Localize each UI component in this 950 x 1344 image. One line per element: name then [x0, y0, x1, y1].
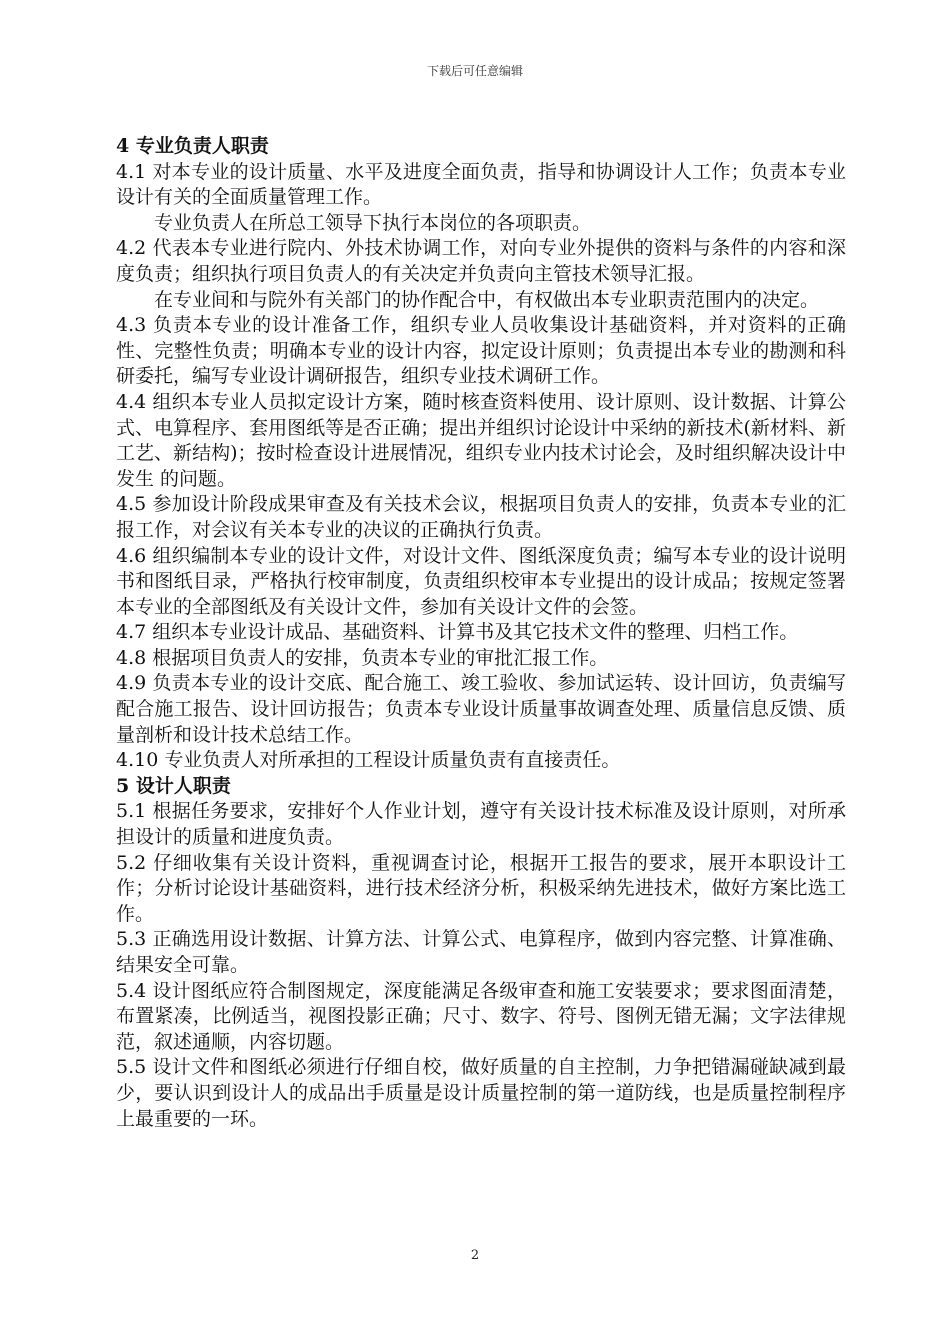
paragraph-4-5: 4.5 参加设计阶段成果审查及有关技术会议，根据项目负责人的安排，负责本专业的汇报工作，对会议有关本专业的决议的正确执行负责。	[116, 493, 846, 541]
paragraph-4-2-note: 在专业间和与院外有关部门的协作配合中，有权做出本专业职责范围内的决定。	[154, 288, 820, 311]
paragraph-5-1: 5.1 根据任务要求，安排好个人作业计划，遵守有关设计技术标准及设计原则，对所承担设计的质量和进度负责。	[116, 800, 846, 849]
section-4-heading: 4 专业负责人职责	[116, 135, 269, 157]
page-number: 2	[470, 1248, 480, 1263]
document-body	[116, 134, 846, 1132]
paragraph-4-6: 4.6 组织编制本专业的设计文件，对设计文件、图纸深度负责；编写本专业的设计说明书和图纸目录，严格执行校审制度，负责组织校审本专业提出的设计成品；按规定签署本专业的全部图纸及有关设计文件，参加有关设计文件的会签。	[116, 544, 846, 618]
paragraph-5-2: 5.2 仔细收集有关设计资料，重视调查讨论，根据开工报告的要求，展开本职设计工作；分析讨论设计基础资料，进行技术经济分析，积极采纳先进技术，做好方案比选工作。	[116, 851, 846, 925]
paragraph-4-3: 4.3 负责本专业的设计准备工作，组织专业人员收集设计基础资料，并对资料的正确性、完整性负责；明确本专业的设计内容，拟定设计原则；负责提出本专业的勘测和科研委托，编写专业设计调研报告，组织专业技术调研工作。	[116, 314, 846, 388]
paragraph-4-2: 4.2 代表本专业进行院内、外技术协调工作，对向专业外提供的资料与条件的内容和深度负责；组织执行项目负责人的有关决定并负责向主管技术领导汇报。	[116, 237, 846, 285]
paragraph-4-10: 4.10 专业负责人对所承担的工程设计质量负责有直接责任。	[116, 749, 621, 772]
section-5-heading: 5 设计人职责	[116, 774, 231, 797]
paragraph-4-4: 4.4 组织本专业人员拟定设计方案，随时核查资料使用、设计原则、设计数据、计算公式、电算程序、套用图纸等是否正确；提出并组织讨论设计中采纳的新技术(新材料、新工艺、新结构)；按时检查设计进展情况，组织专业内技术讨论会，及时组织解决设计中发生 的问题。	[116, 390, 846, 490]
paragraph-5-5: 5.5 设计文件和图纸必须进行仔细自校，做好质量的自主控制，力争把错漏碰缺减到最少，要认识到设计人的成品出手质量是设计质量控制的第一道防线，也是质量控制程序上最重要的一环。	[116, 1056, 846, 1130]
paragraph-4-9: 4.9 负责本专业的设计交底、配合施工、竣工验收、参加试运转、设计回访，负责编写配合施工报告、设计回访报告；负责本专业设计质量事故调查处理、质量信息反馈、质量剖析和设计技术总结工作。	[116, 672, 846, 746]
paragraph-4-7: 4.7 组织本专业设计成品、基础资料、计算书及其它技术文件的整理、归档工作。	[116, 621, 799, 644]
paragraph-5-3: 5.3 正确选用设计数据、计算方法、计算公式、电算程序，做到内容完整、计算准确、结果安全可靠。	[116, 928, 846, 976]
page-header: 下载后可任意编辑	[426, 64, 523, 78]
paragraph-4-8: 4.8 根据项目负责人的安排，负责本专业的审批汇报工作。	[116, 646, 609, 669]
paragraph-4-1: 4.1 对本专业的设计质量、水平及进度全面负责，指导和协调设计人工作；负责本专业设计有关的全面质量管理工作。	[116, 160, 846, 209]
paragraph-5-4: 5.4 设计图纸应符合制图规定，深度能满足各级审查和施工安装要求；要求图面清楚，布置紧凑，比例适当，视图投影正确；尺寸、数字、符号、图例无错无漏；文字法律规范，叙述通顺，内容切题。	[116, 979, 846, 1053]
paragraph-4-1-note: 专业负责人在所总工领导下执行本岗位的各项职责。	[154, 211, 592, 234]
